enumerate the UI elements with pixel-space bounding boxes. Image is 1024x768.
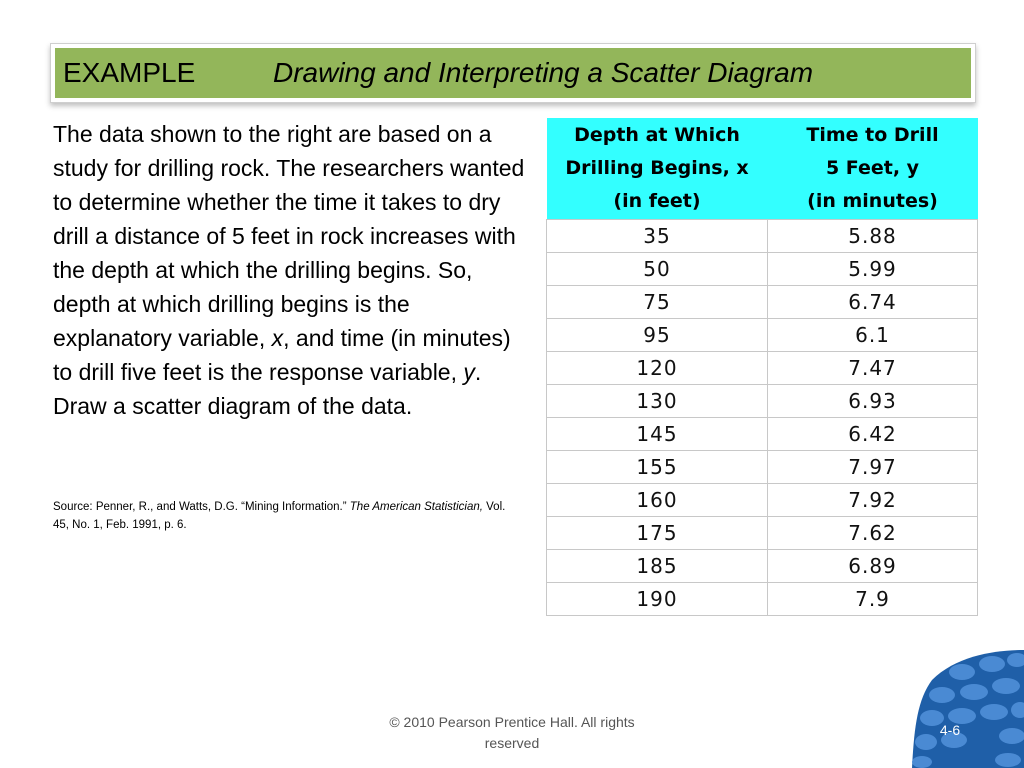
time-cell: 7.97 — [768, 451, 978, 484]
problem-text-part2: , and time (in minutes) to drill five feet is the response variable, — [53, 325, 511, 385]
source-prefix: Source: Penner, R., and Watts, D.G. “Mining Information.” — [53, 501, 350, 513]
depth-cell: 185 — [547, 550, 768, 583]
response-variable: y — [463, 359, 475, 385]
time-cell: 7.47 — [768, 352, 978, 385]
header-depth — [547, 118, 768, 220]
time-cell: 5.99 — [768, 253, 978, 286]
depth-cell: 145 — [547, 418, 768, 451]
time-cell: 6.89 — [768, 550, 978, 583]
data-table — [546, 118, 978, 616]
header-depth-line1: Depth at Which — [574, 124, 740, 146]
table-row — [547, 286, 978, 319]
table-row — [547, 484, 978, 517]
depth-cell: 35 — [547, 220, 768, 253]
depth-cell: 190 — [547, 583, 768, 616]
table-row — [547, 319, 978, 352]
time-cell: 7.62 — [768, 517, 978, 550]
table-row — [547, 517, 978, 550]
table-row — [547, 583, 978, 616]
source-suffix: Vol. 45, No. 1, Feb. 1991, p. 6. — [53, 501, 506, 531]
problem-text-part1: The data shown to the right are based on a study for drilling rock. The researchers wanted to determine whether the time it takes to dry drill a distance of 5 feet in rock increases with the depth at which the drilling begins. So, depth at which drilling begins is the explanatory variable, — [53, 121, 525, 351]
copyright-line1: © 2010 Pearson Prentice Hall. All rights — [389, 714, 635, 730]
time-cell: 6.42 — [768, 418, 978, 451]
time-cell: 6.74 — [768, 286, 978, 319]
depth-cell: 75 — [547, 286, 768, 319]
depth-cell: 50 — [547, 253, 768, 286]
depth-cell: 175 — [547, 517, 768, 550]
table-row — [547, 352, 978, 385]
title-banner — [50, 43, 976, 103]
copyright-footer — [362, 712, 662, 754]
header-depth-line3: (in feet) — [613, 190, 701, 212]
copyright-line2: reserved — [484, 735, 540, 751]
table-row — [547, 220, 978, 253]
explanatory-variable: x — [271, 325, 284, 351]
time-cell: 6.1 — [768, 319, 978, 352]
problem-text-part3: . Draw a scatter diagram of the data. — [53, 359, 482, 419]
table-header-row — [547, 118, 978, 220]
table-row — [547, 253, 978, 286]
time-cell: 5.88 — [768, 220, 978, 253]
title-label: EXAMPLE — [63, 57, 196, 88]
table-row — [547, 418, 978, 451]
depth-cell: 160 — [547, 484, 768, 517]
depth-cell: 120 — [547, 352, 768, 385]
table-row — [547, 550, 978, 583]
table-row — [547, 451, 978, 484]
problem-statement — [53, 117, 528, 423]
table-row — [547, 385, 978, 418]
header-time-line1: Time to Drill — [806, 124, 939, 146]
slide-number: 4-6 — [939, 722, 961, 738]
time-cell: 7.92 — [768, 484, 978, 517]
header-time — [768, 118, 978, 220]
header-time-line3: (in minutes) — [807, 190, 938, 212]
source-citation — [53, 498, 513, 534]
header-depth-line2: Drilling Begins, x — [565, 157, 749, 179]
depth-cell: 95 — [547, 319, 768, 352]
depth-cell: 130 — [547, 385, 768, 418]
source-journal: The American Statistician, — [349, 501, 483, 513]
title-topic: Drawing and Interpreting a Scatter Diagram — [273, 57, 814, 88]
header-time-line2: 5 Feet, y — [825, 157, 920, 179]
depth-cell: 155 — [547, 451, 768, 484]
title-bar — [55, 48, 971, 98]
time-cell: 6.93 — [768, 385, 978, 418]
slide-corner-decoration — [912, 650, 1024, 768]
time-cell: 7.9 — [768, 583, 978, 616]
